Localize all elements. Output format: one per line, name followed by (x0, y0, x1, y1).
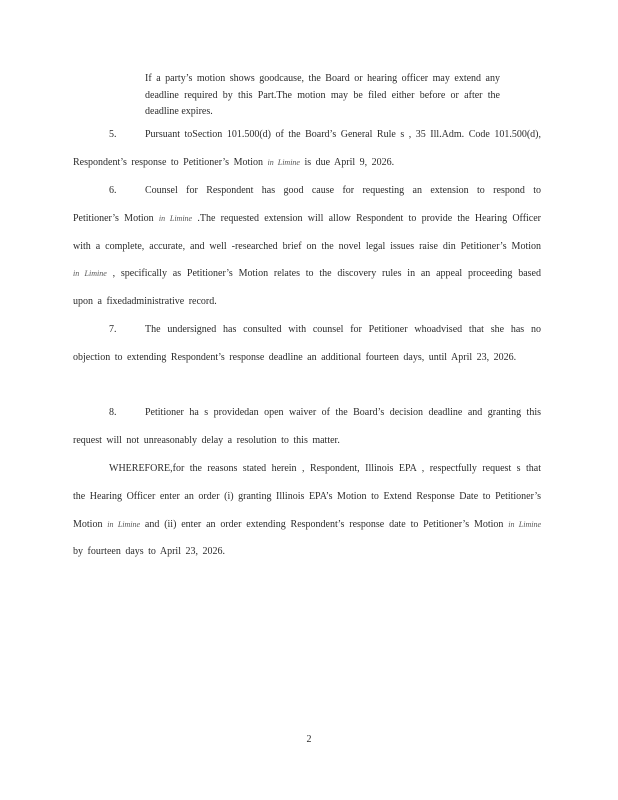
paragraph-text: .The requested extension will allow Respondent to provide the Hearing Officer with a complete, accurate, and well -researched brief on the novel legal issues raise din Petitioner’s Motion (73, 212, 542, 252)
paragraph-6 (73, 177, 541, 316)
italic-term: in Limine (73, 269, 107, 279)
paragraph-number: 6. (109, 185, 117, 196)
italic-term: in Limine (107, 519, 141, 529)
paragraph-number: 5. (109, 129, 117, 140)
block-quote (145, 71, 500, 121)
block-quote-text: If a party’s motion shows goodcause, the Board or hearing officer may extend any deadline required by this Part.The motion may be filed either before or after the deadline expires. (145, 73, 500, 117)
paragraph-number: 8. (109, 407, 117, 418)
italic-term: in Limine (158, 213, 193, 223)
paragraph-5 (73, 121, 541, 177)
paragraph-text: , specifically as Petitioner’s Motion relates to the discovery rules in an appeal proceeding based upon a fixedadministrative record. (73, 268, 541, 308)
page-number: 2 (306, 734, 312, 745)
paragraph-text: WHEREFORE,for the reasons stated herein , Respondent, Illinois EPA , respectfully request s that the Hearing Officer enter an order (i) granting Illinois EPA’s Motion to Extend Response Date to Petitioner’s Motion (73, 463, 541, 530)
paragraph-number: 7. (109, 324, 117, 335)
italic-term: in Limine (267, 157, 300, 167)
paragraph-8 (73, 399, 541, 455)
paragraph-text: and (ii) enter an order extending Respondent’s response date to Petitioner’s Motion (144, 518, 504, 530)
paragraph-text: Petitioner ha s providedan open waiver of the Board’s decision deadline and granting this request will not unreasonably delay a resolution to this matter. (73, 407, 541, 446)
paragraph-text: Pursuant toSection 101.500(d) of the Board’s General Rule s , 35 Ill.Adm. Code 101.500(d), Respondent’s response to Petitioner’s Motion (73, 129, 541, 168)
paragraph-text: The undersigned has consulted with counsel for Petitioner whoadvised that she has no objection to extending Respondent’s response deadline an additional fourteen days, until April 23, 2026. (73, 324, 541, 363)
paragraph-text: Counsel for Respondent has good cause for requesting an extension to respond to Petitioner’s Motion (73, 185, 541, 224)
paragraph-text: is due April 9, 2026. (304, 156, 395, 168)
italic-term: in Limine (508, 519, 542, 529)
paragraph-7 (73, 316, 541, 372)
wherefore-paragraph (73, 455, 541, 566)
paragraph-text: by fourteen days to April 23, 2026. (73, 546, 225, 558)
